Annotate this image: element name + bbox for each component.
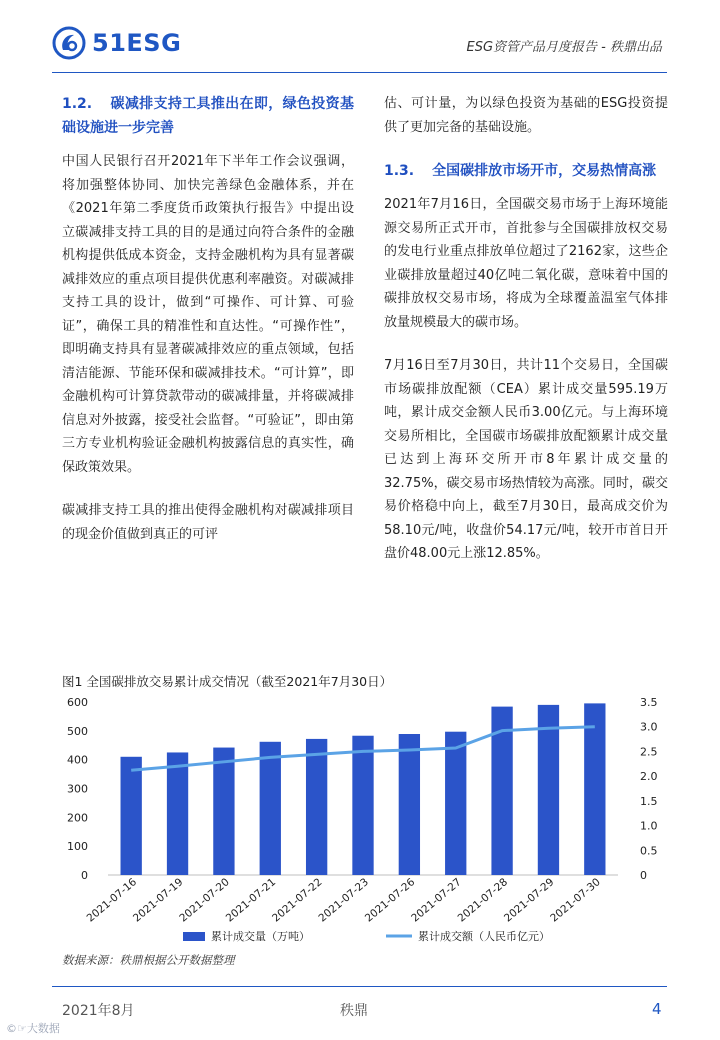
bar xyxy=(445,732,466,875)
legend-bar-swatch xyxy=(183,932,205,941)
bar xyxy=(584,703,605,875)
x-tick-label: 2021-07-22 xyxy=(270,876,325,925)
right-column xyxy=(384,92,668,586)
x-tick-label: 2021-07-30 xyxy=(548,876,603,925)
y-right-tick-label: 3.5 xyxy=(640,696,658,709)
paragraph: 2021年7月16日，全国碳交易市场于上海环境能源交易所正式开市，首批参与全国碳排放权交易的发电行业重点排放单位超过了2162家，这些企业碳排放量超过40亿吨二氧化碳，意味着中国的碳排放权交易市场，将成为全球覆盖温室气体排放量规模最大的碳市场。 xyxy=(384,197,668,330)
x-tick-label: 2021-07-20 xyxy=(177,876,232,925)
y-right-tick-label: 2.5 xyxy=(640,745,658,759)
y-left-tick-label: 200 xyxy=(67,811,88,825)
x-tick-label: 2021-07-16 xyxy=(84,876,140,925)
page-header xyxy=(0,0,720,78)
logo xyxy=(52,26,181,60)
bar xyxy=(260,742,281,875)
section-heading-1-2 xyxy=(62,92,354,140)
y-left-tick-label: 600 xyxy=(67,696,88,709)
y-left-tick-label: 300 xyxy=(67,782,88,796)
y-left-tick-label: 500 xyxy=(67,724,88,738)
section-heading-1-3 xyxy=(384,159,668,183)
legend-label: 累计成交额（人民币亿元） xyxy=(418,930,550,943)
y-right-tick-label: 1.5 xyxy=(640,794,658,808)
paragraph-part-2: 估、可计量，为以绿色投资为基础的ESG投资提供了更加完备的基础设施。 xyxy=(384,96,668,135)
cumulative-trading-chart xyxy=(58,690,678,950)
bar xyxy=(399,734,420,875)
x-tick-label: 2021-07-28 xyxy=(455,876,511,925)
x-tick-label: 2021-07-29 xyxy=(501,876,557,925)
bar xyxy=(213,748,234,875)
logo-swirl-icon xyxy=(52,26,86,60)
y-right-tick-label: 0 xyxy=(640,869,647,882)
y-right-tick-label: 1.0 xyxy=(640,819,658,833)
bar xyxy=(121,757,142,875)
y-right-tick-label: 0.5 xyxy=(640,844,658,858)
y-left-tick-label: 100 xyxy=(67,840,88,854)
footer-divider xyxy=(52,986,667,987)
section-number: 1.2. xyxy=(62,96,93,112)
x-tick-label: 2021-07-23 xyxy=(316,876,371,925)
x-tick-label: 2021-07-27 xyxy=(409,876,464,925)
paragraph: 中国人民银行召开2021年下半年工作会议强调，将加强整体协同、加快完善绿色金融体系，并在《2021年第二季度货币政策执行报告》中提出设立碳减排支持工具的目的是通过向符合条件的金融机构提供低成本资金，支持金融机构为具有显著碳减排效应的重点项目提供优惠利率融资。对碳减排支持工具的设计，做到“可操作、可计算、可验证”，确保工具的精准性和直达性。“可操作性”，即明确支持具有显著碳减排效应的重点领域，包括清洁能源、节能环保和碳减排技术。“可计算”，即金融机构可计算贷款带动的碳减排量，并将碳减排信息对外披露，接受社会监督。“可验证”，即由第三方专业机构验证金融机构披露信息的真实性，确保政策效果。 xyxy=(62,154,354,475)
y-right-tick-label: 2.0 xyxy=(640,770,658,784)
x-tick-label: 2021-07-21 xyxy=(223,876,279,925)
footer-date: 2021年8月 xyxy=(62,1003,135,1019)
section-number: 1.3. xyxy=(384,163,415,179)
y-left-tick-label: 400 xyxy=(67,753,88,767)
header-divider xyxy=(52,72,667,73)
paragraph: 7月16日至7月30日，共计11个交易日，全国碳市场碳排放配额（CEA）累计成交量595.19万吨，累计成交金额人民币3.00亿元。与上海环境交易所相比，全国碳市场碳排放配额累计成交量已达到上海环交所开市8年累计成交量的32.75%，碳交易市场热情较为高涨。同时，碳交易价格稳中向上，截至7月30日，最高成交价为58.10元/吨，收盘价54.17元/吨，较开市首日开盘价48.00元上涨12.85%。 xyxy=(384,358,668,561)
paragraph-part-1: 碳减排支持工具的推出使得金融机构对碳减排项目的现金价值做到真正的可评 xyxy=(62,503,354,542)
x-tick-label: 2021-07-19 xyxy=(131,876,186,925)
left-column xyxy=(62,92,354,546)
bar xyxy=(352,736,373,875)
bar xyxy=(167,752,188,875)
figure-title: 图1 全国碳排放交易累计成交情况（截至2021年7月30日） xyxy=(62,674,393,689)
bar xyxy=(538,705,559,875)
header-title: ESG资管产品月度报告 - 秩鼎出品 xyxy=(466,40,662,55)
bar xyxy=(306,739,327,875)
y-left-tick-label: 0 xyxy=(81,869,88,882)
legend-label: 累计成交量（万吨） xyxy=(211,930,310,943)
watermark-text: ©☞大数据 xyxy=(6,1022,60,1035)
section-title: 全国碳排放市场开市，交易热情高涨 xyxy=(432,163,657,179)
page-number: 4 xyxy=(652,1000,662,1018)
data-source: 数据来源：秩鼎根据公开数据整理 xyxy=(62,953,235,967)
y-right-tick-label: 3.0 xyxy=(640,720,658,734)
x-tick-label: 2021-07-26 xyxy=(362,876,418,925)
logo-text: 51ESG xyxy=(92,29,182,57)
section-title: 碳减排支持工具推出在即，绿色投资基础设施进一步完善 xyxy=(62,96,354,136)
footer-publisher: 秩鼎 xyxy=(340,1003,368,1019)
